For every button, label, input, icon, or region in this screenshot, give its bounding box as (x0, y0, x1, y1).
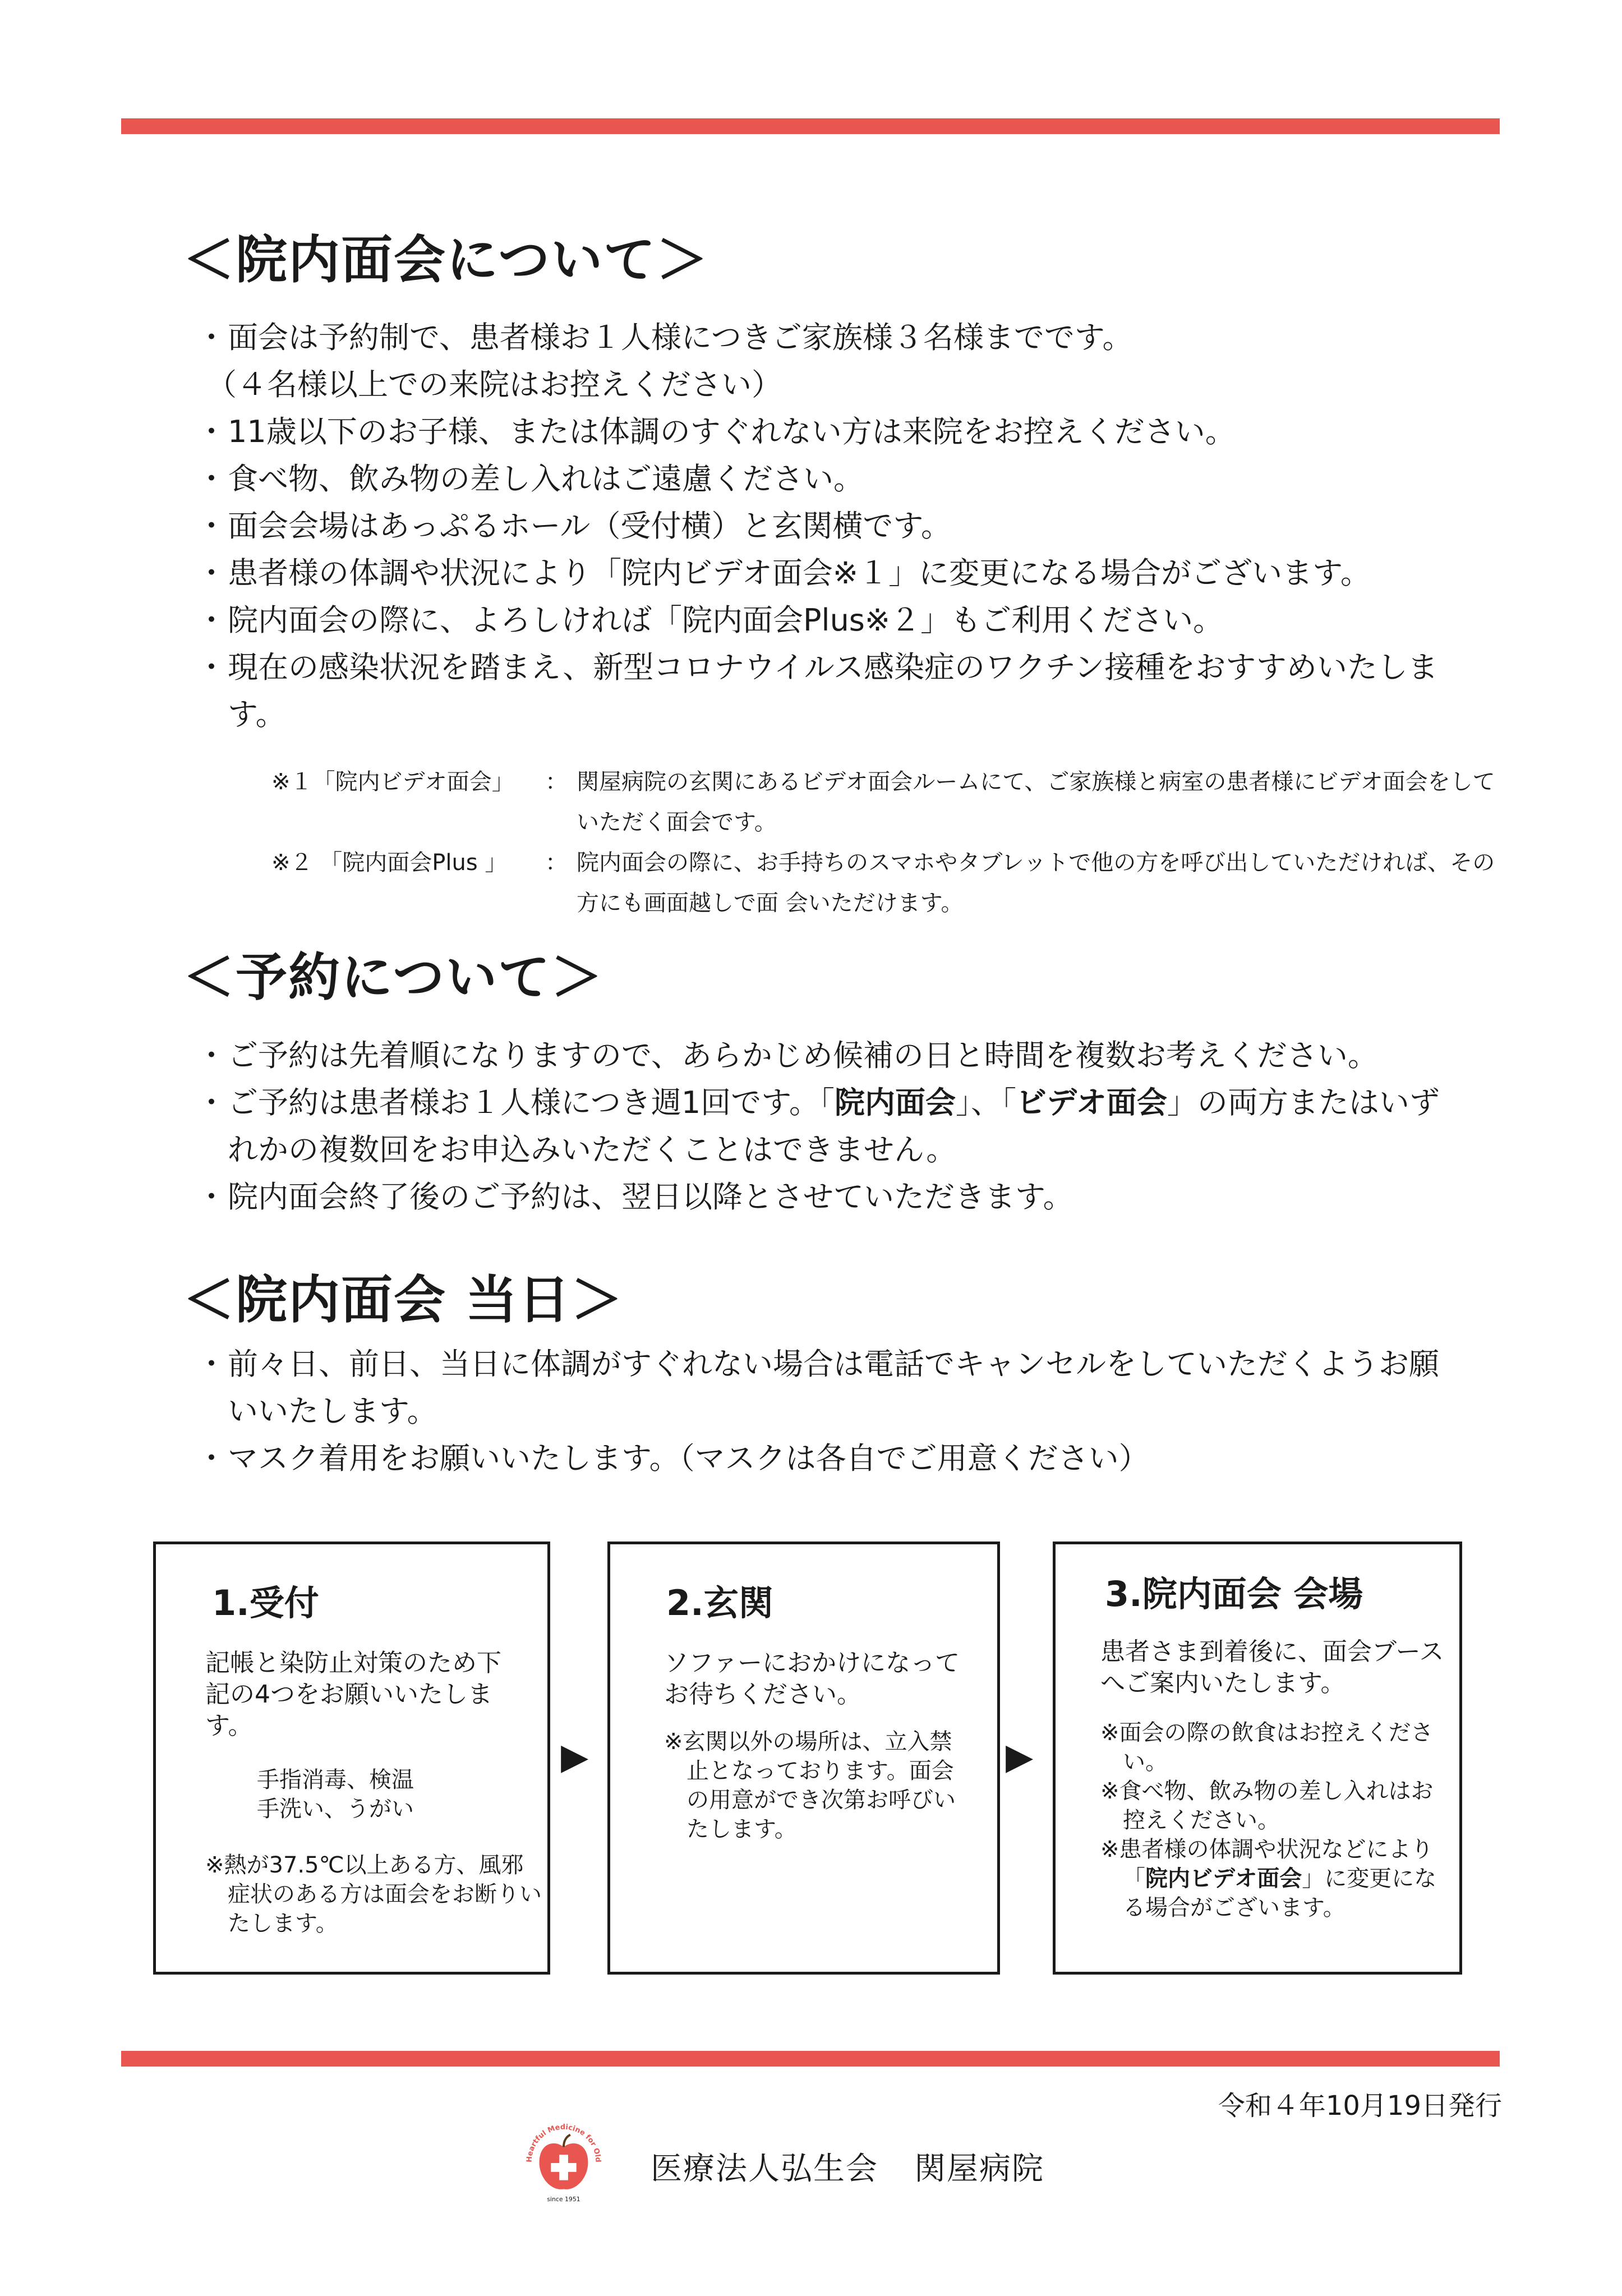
bottom-accent-bar (121, 2051, 1500, 2067)
visiting-rules-list (196, 314, 1503, 738)
list-item: ・ 現在の感染状況を踏まえ、新型コロナウイルス感染症のワクチン接種をおすすめいたします。 (196, 644, 1462, 738)
section-heading-visiting: ＜院内面会について＞ (183, 230, 709, 290)
issue-date: 令和４年10月19日発行 (1218, 2090, 1502, 2122)
list-item: （４名様以上での来院はお控えください） (206, 367, 782, 402)
footnote-video-visit (271, 762, 1505, 843)
list-item: ※面会の際の飲食はお控えください。 (1100, 1720, 1434, 1775)
step-note: ※玄関以外の場所は、立入禁止となっております。面会の用意ができ次第お呼びいたします。 (664, 1729, 956, 1842)
arrow-right-icon: ▶ (561, 1736, 589, 1778)
footnotes (271, 762, 1505, 923)
step-body: 記帳と染防止対策のため下記の4つをお願いいたします。 (205, 1649, 501, 1740)
list-item: ・ 前々日、前日、当日に体調がすぐれない場合は電話でキャンセルをしていただくようお願いいたします。 (196, 1341, 1462, 1435)
apple-cross-logo-icon (519, 2116, 608, 2205)
logo-since: since 1951 (547, 2196, 580, 2203)
step-body: 患者さま到着後に、面会ブースへご案内いたします。 (1100, 1637, 1444, 1697)
list-item: ・ 面会は予約制で、患者様お１人様につきご家族様３名様までです。 (196, 314, 1503, 361)
footnote-text: 院内面会の際に、お手持ちのスマホやタブレットで他の方を呼び出していただければ、その方にも画面越しで面 会いただけます。 (577, 850, 1495, 916)
reservation-rules-list (196, 1032, 1503, 1221)
footnote-separator: ： (545, 850, 568, 876)
list-item: ・ マスク着用をお願いいたします。（マスクは各自でご用意ください） (196, 1435, 1503, 1482)
footnote-separator: ： (545, 769, 568, 795)
list-item: ※食べ物、飲み物の差し入れはお控えください。 (1100, 1778, 1434, 1833)
step-title: 3.院内面会 会場 (1105, 1573, 1363, 1614)
bold-text: ビデオ面会 (1016, 1085, 1167, 1120)
step-box-reception (153, 1542, 550, 1975)
step-box-visit-venue (1053, 1542, 1462, 1975)
list-item: ・ ご予約は患者様お１人様につき週1回です。「院内面会」、「ビデオ面会」の両方またはいずれかの複数回をお申込みいただくことはできません。 (196, 1079, 1462, 1174)
list-item: ・ 面会会場はあっぷるホール（受付横）と玄関横です。 (196, 503, 1503, 550)
arrow-right-icon: ▶ (1006, 1736, 1034, 1778)
list-item: ・ 院内面会終了後のご予約は、翌日以降とさせていただきます。 (196, 1174, 1503, 1221)
step-checklist (257, 1765, 414, 1824)
footnote-visit-plus (271, 843, 1505, 923)
list-item: ※患者様の体調や状況などにより「院内ビデオ面会」に変更になる場合がございます。 (1100, 1837, 1437, 1921)
step-box-entrance (607, 1542, 1000, 1975)
step-title: 2.玄関 (666, 1582, 773, 1623)
hospital-name: 関屋病院 (914, 2151, 1044, 2187)
list-item: ・ 患者様の体調や状況により「院内ビデオ面会※１」に変更になる場合がございます。 (196, 550, 1503, 597)
step-notes (1100, 1718, 1437, 1922)
list-item: ・ ご予約は先着順になりますので、あらかじめ候補の日と時間を複数お考えください。 (196, 1032, 1503, 1079)
footnote-label: ※２ 「院内面会Plus 」 (271, 850, 508, 876)
bold-text: 院内面会 (834, 1085, 956, 1120)
step-body: ソファーにおかけになってお待ちください。 (664, 1649, 960, 1709)
corporation-name: 医療法人弘生会 (651, 2151, 878, 2187)
footnote-text: 関屋病院の玄関にあるビデオ面会ルームにて、ご家族様と病室の患者様にビデオ面会をしていただく面会です。 (577, 769, 1495, 835)
bold-text: 院内ビデオ面会 (1145, 1866, 1302, 1892)
section-heading-visit-day: ＜院内面会 当日＞ (183, 1270, 624, 1330)
list-item: 手指消毒、検温 (257, 1767, 414, 1793)
organization-name (651, 2144, 1044, 2189)
step-note: ※熱が37.5℃以上ある方、風邪症状のある方は面会をお断りいたします。 (205, 1852, 542, 1936)
step-title: 1.受付 (212, 1582, 319, 1623)
footnote-label: ※１「院内ビデオ面会」 (271, 769, 514, 795)
section-heading-reservation: ＜予約について＞ (183, 947, 604, 1007)
list-item: ・ 食べ物、飲み物の差し入れはご遠慮ください。 (196, 455, 1503, 503)
top-accent-bar (121, 118, 1500, 134)
list-item: 手洗い、うがい (257, 1796, 414, 1822)
logo-text: Heartful Medicine for Old (525, 2123, 602, 2163)
visit-day-rules-list (196, 1341, 1503, 1482)
list-item: ・ 11歳以下のお子様、または体調のすぐれない方は来院をお控えください。 (196, 408, 1503, 455)
list-item: ・ 院内面会の際に、よろしければ「院内面会Plus※２」もご利用ください。 (196, 597, 1503, 644)
